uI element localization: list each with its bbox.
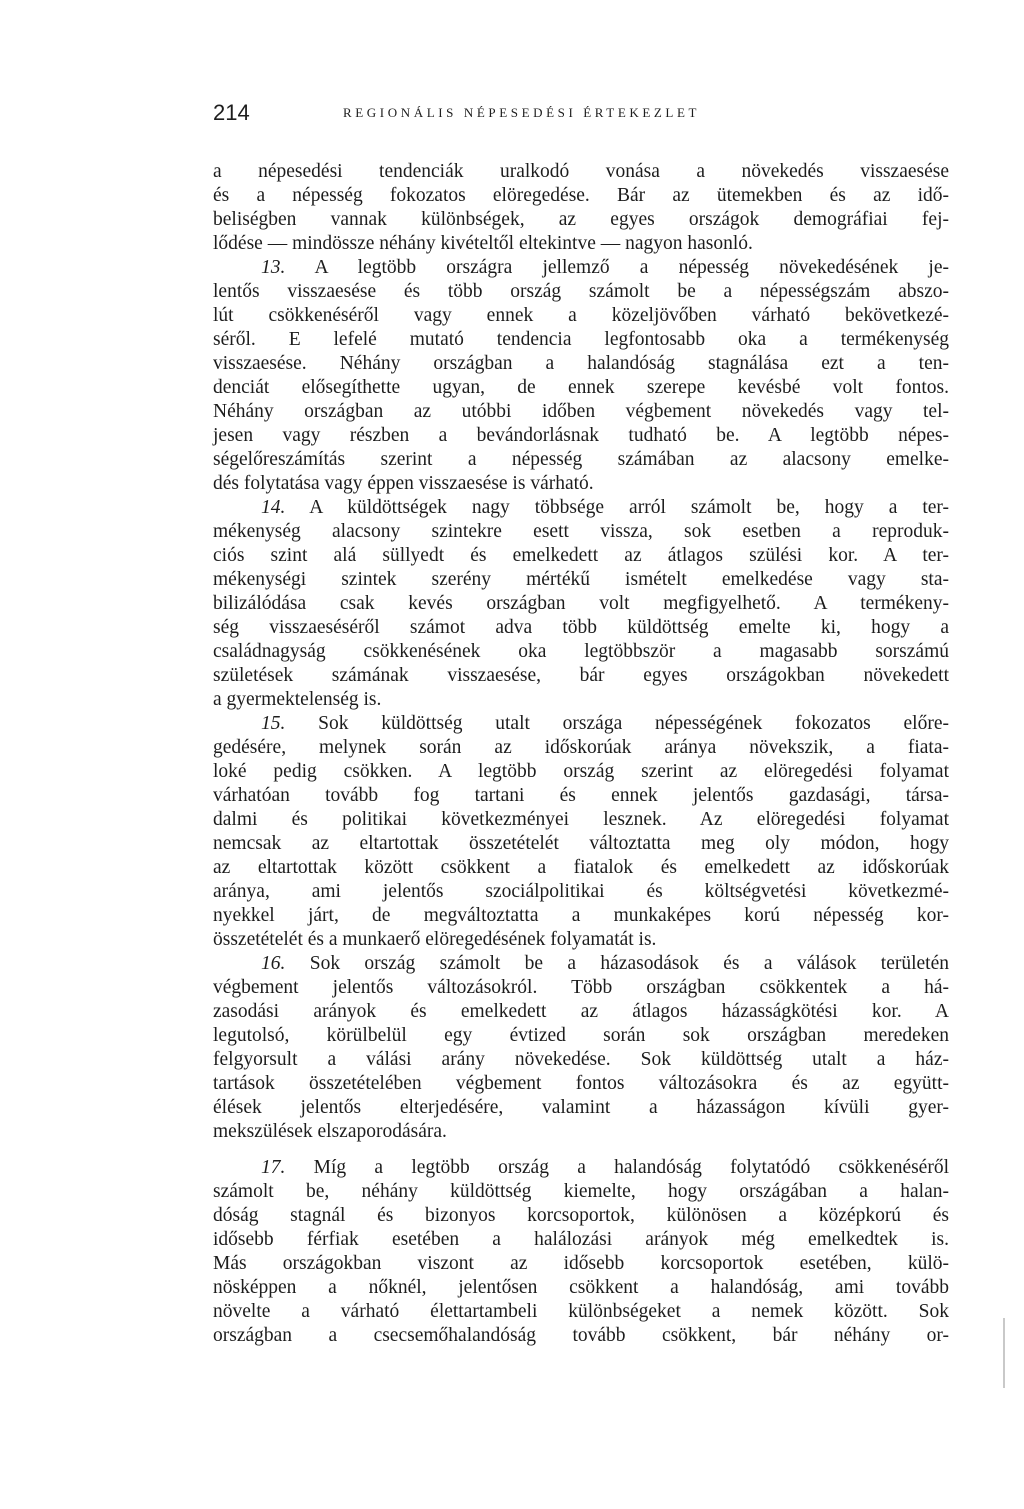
text-line bbox=[213, 664, 949, 688]
line-text: jesen vagy részben a bevándorlásnak tudható be. A legtöbb népes- bbox=[213, 425, 949, 446]
line-text: végbement jelentős változásokról. Több országban csökkentek a há- bbox=[213, 977, 949, 998]
line-text: bilizálódása csak kevés országban volt megfigyelhető. A termékeny- bbox=[213, 593, 949, 614]
text-line bbox=[213, 256, 949, 280]
line-text: idősebb férfiak esetében a halálozási arányok még emelkedtek is. bbox=[213, 1229, 949, 1250]
paragraph-number: 17. bbox=[261, 1157, 286, 1178]
line-text: ség visszaeséséről számot adva több küldöttség emelte ki, hogy a bbox=[213, 617, 949, 638]
line-text: lentős visszaesése és több ország számolt be a népességszám abszo- bbox=[213, 281, 949, 302]
line-text: gedésére, melynek során az időskorúak aránya növekszik, a fiata- bbox=[213, 737, 949, 758]
line-text: dalmi és politikai következményei lesznek. Az elöregedési folyamat bbox=[213, 809, 949, 830]
text-line bbox=[213, 736, 949, 760]
text-line bbox=[213, 1048, 949, 1072]
line-text: mékenység alacsony szintekre esett vissza, sok esetben a reproduk- bbox=[213, 521, 949, 542]
paragraph-number: 16. bbox=[261, 953, 286, 974]
line-text: nösképpen a nőknél, jelentősen csökkent a halandóság, ami tovább bbox=[213, 1277, 949, 1298]
text-line bbox=[213, 952, 949, 976]
line-text: mékenységi szintek szerény mértékű ismételt emelkedése vagy sta- bbox=[213, 569, 949, 590]
text-line bbox=[213, 592, 949, 616]
line-text: születések számának visszaesése, bár egyes országokban növekedett bbox=[213, 665, 949, 686]
line-text: ségelőreszámítás szerint a népesség számában az alacsony emelke- bbox=[213, 449, 949, 470]
line-text: családnagyság csökkenésének oka legtöbbször a magasabb sorszámú bbox=[213, 641, 949, 662]
text-line bbox=[213, 448, 949, 472]
line-text: A legtöbb országra jellemző a népesség növekedésének je- bbox=[285, 257, 949, 278]
text-line bbox=[213, 1180, 949, 1204]
text-line bbox=[213, 832, 949, 856]
line-text: számolt be, néhány küldöttség kiemelte, hogy országában a halan- bbox=[213, 1181, 949, 1202]
text-line bbox=[213, 1072, 949, 1096]
text-line bbox=[213, 880, 949, 904]
text-line bbox=[213, 808, 949, 832]
line-text: élések jelentős elterjedésére, valamint a házasságon kívüli gyer- bbox=[213, 1097, 949, 1118]
text-line bbox=[213, 1300, 949, 1324]
line-text: Sok ország számolt be a házasodások és a válások területén bbox=[285, 953, 949, 974]
text-line bbox=[213, 1228, 949, 1252]
line-text: lődése — mindössze néhány kivételtől eltekintve — nagyon hasonló. bbox=[213, 233, 753, 254]
text-line bbox=[213, 304, 949, 328]
text-line bbox=[213, 784, 949, 808]
line-text: mekszülések elszaporodására. bbox=[213, 1121, 447, 1142]
line-text: dóság stagnál és bizonyos korcsoportok, különösen a középkorú és bbox=[213, 1205, 949, 1226]
text-line bbox=[213, 1324, 949, 1348]
body-text bbox=[213, 160, 949, 1348]
line-text: Míg a legtöbb ország a halandóság folytatódó csökkenéséről bbox=[285, 1157, 949, 1178]
text-line bbox=[213, 1024, 949, 1048]
line-text: denciát elősegíthette ugyan, de ennek szerepe kevésbé volt fontos. bbox=[213, 377, 949, 398]
line-text: aránya, ami jelentős szociálpolitikai és költségvetési következmé- bbox=[213, 881, 949, 902]
text-line bbox=[213, 376, 949, 400]
page-header bbox=[213, 100, 963, 132]
text-line bbox=[213, 208, 949, 232]
line-text: zasodási arányok és emelkedett az átlagos házasságkötési kor. A bbox=[213, 1001, 949, 1022]
line-text: Más országokban viszont az idősebb korcsoportok esetében, külö- bbox=[213, 1253, 949, 1274]
text-line bbox=[213, 904, 949, 928]
text-line bbox=[213, 928, 949, 952]
line-text: országban a csecsemőhalandóság tovább csökkent, bár néhány or- bbox=[213, 1325, 949, 1346]
text-line bbox=[213, 400, 949, 424]
text-line bbox=[213, 520, 949, 544]
text-line bbox=[213, 280, 949, 304]
text-line bbox=[213, 328, 949, 352]
text-line bbox=[213, 760, 949, 784]
text-line bbox=[213, 1276, 949, 1300]
page-number: 214 bbox=[213, 100, 250, 125]
text-line bbox=[213, 1252, 949, 1276]
text-line bbox=[213, 856, 949, 880]
line-text: séről. E lefelé mutató tendencia legfontosabb oka a termékenység bbox=[213, 329, 949, 350]
line-text: dés folytatása vagy éppen visszaesése is várható. bbox=[213, 473, 594, 494]
line-text: legutolsó, körülbelül egy évtized során sok országban meredeken bbox=[213, 1025, 949, 1046]
text-line bbox=[213, 976, 949, 1000]
text-line bbox=[213, 472, 949, 496]
text-line bbox=[213, 1156, 949, 1180]
line-text: a gyermektelenség is. bbox=[213, 689, 382, 710]
line-text: nemcsak az eltartottak összetételét változtatta meg oly módon, hogy bbox=[213, 833, 949, 854]
line-text: lút csökkenéséről vagy ennek a közeljövőben várható bekövetkezé- bbox=[213, 305, 949, 326]
line-text: A küldöttségek nagy többsége arról számolt be, hogy a ter- bbox=[285, 497, 949, 518]
text-line bbox=[213, 568, 949, 592]
text-line bbox=[213, 544, 949, 568]
paragraph-number: 14. bbox=[261, 497, 286, 518]
line-text: az eltartottak között csökkent a fiatalok és emelkedett az időskorúak bbox=[213, 857, 949, 878]
line-text: tartások összetételében végbement fontos változásokra és az együtt- bbox=[213, 1073, 949, 1094]
text-line bbox=[213, 1204, 949, 1228]
scan-edge-mark bbox=[1003, 1318, 1005, 1388]
text-line bbox=[213, 160, 949, 184]
line-text: Néhány országban az utóbbi időben végbement növekedés vagy tel- bbox=[213, 401, 949, 422]
paragraph-number: 15. bbox=[261, 713, 286, 734]
line-text: beliségben vannak különbségek, az egyes országok demográfiai fej- bbox=[213, 209, 949, 230]
text-line bbox=[213, 496, 949, 520]
text-line bbox=[213, 712, 949, 736]
line-text: összetételét és a munkaerő elöregedésének folyamatát is. bbox=[213, 929, 657, 950]
line-text: ciós szint alá süllyedt és emelkedett az átlagos szülési kor. A ter- bbox=[213, 545, 949, 566]
line-text: loké pedig csökken. A legtöbb ország szerint az elöregedési folyamat bbox=[213, 761, 949, 782]
line-text: Sok küldöttség utalt országa népességének fokozatos előre- bbox=[285, 713, 949, 734]
line-text: felgyorsult a válási arány növekedése. Sok küldöttség utalt a ház- bbox=[213, 1049, 949, 1070]
paragraph-number: 13. bbox=[261, 257, 286, 278]
text-line bbox=[213, 616, 949, 640]
line-text: várhatóan tovább fog tartani és ennek jelentős gazdasági, társa- bbox=[213, 785, 949, 806]
text-line bbox=[213, 232, 949, 256]
text-line bbox=[213, 424, 949, 448]
text-line bbox=[213, 352, 949, 376]
line-text: visszaesése. Néhány országban a halandóság stagnálása ezt a ten- bbox=[213, 353, 949, 374]
line-text: nyekkel járt, de megváltoztatta a munkaképes korú népesség kor- bbox=[213, 905, 949, 926]
text-line bbox=[213, 1120, 949, 1144]
line-text: a népesedési tendenciák uralkodó vonása a növekedés visszaesése bbox=[213, 161, 949, 182]
text-line bbox=[213, 1096, 949, 1120]
text-line bbox=[213, 184, 949, 208]
line-text: növelte a várható élettartambeli különbségeket a nemek között. Sok bbox=[213, 1301, 949, 1322]
running-head: REGIONÁLIS NÉPESEDÉSI ÉRTEKEZLET bbox=[343, 105, 701, 120]
line-text: és a népesség fokozatos elöregedése. Bár az ütemekben és az idő- bbox=[213, 185, 949, 206]
text-line bbox=[213, 1000, 949, 1024]
text-line bbox=[213, 688, 949, 712]
text-line bbox=[213, 640, 949, 664]
